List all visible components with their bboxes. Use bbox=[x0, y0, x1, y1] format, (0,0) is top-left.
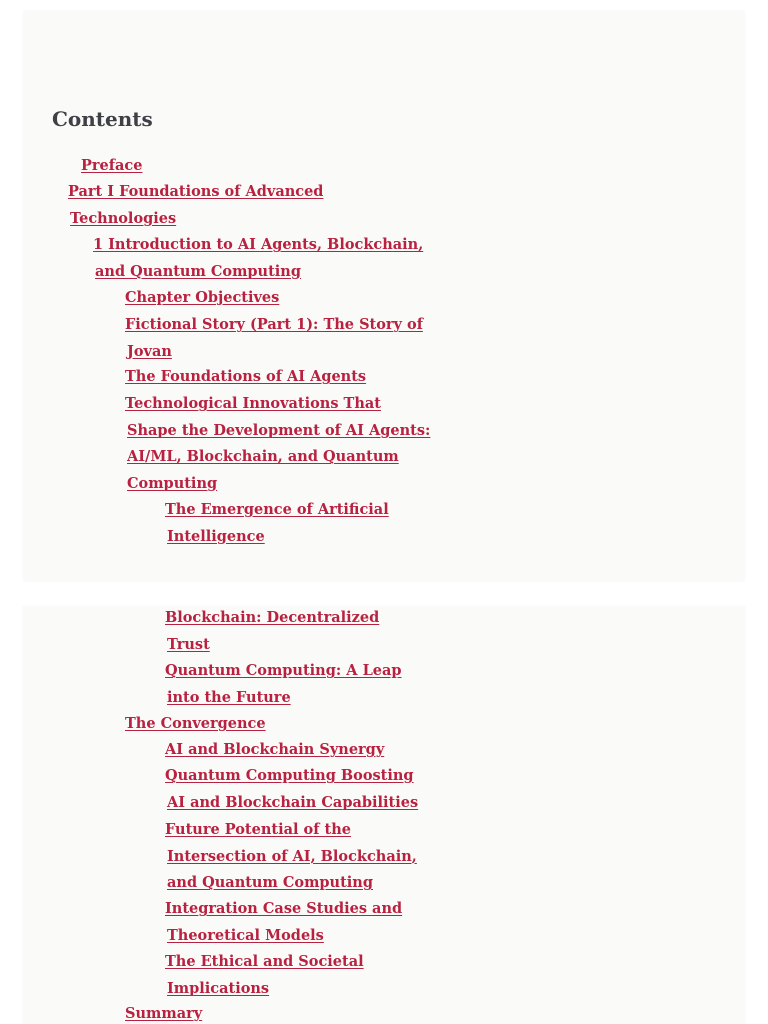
toc-link-line: Part I Foundations of Advanced bbox=[68, 183, 324, 200]
toc-link-ai-blockchain-synergy[interactable] bbox=[165, 737, 384, 764]
toc-link-line: Preface bbox=[81, 157, 143, 174]
toc-link-line: Intelligence bbox=[167, 527, 265, 545]
toc-link-preface[interactable] bbox=[81, 153, 142, 180]
toc-link-line: Theoretical Models bbox=[167, 926, 324, 944]
toc-link-line: Blockchain: Decentralized bbox=[165, 609, 380, 626]
toc-link-line: Summary bbox=[125, 1005, 203, 1022]
toc-link-foundations-ai-agents[interactable] bbox=[125, 364, 366, 391]
toc-link-ethical-implications[interactable] bbox=[165, 949, 364, 1002]
toc-link-technological-innovations[interactable] bbox=[125, 391, 430, 497]
toc-link-line: Chapter Objectives bbox=[125, 289, 280, 306]
toc-link-part-1[interactable] bbox=[68, 179, 323, 232]
toc-link-integration-case-studies[interactable] bbox=[165, 896, 402, 949]
toc-link-emergence-ai[interactable] bbox=[165, 497, 389, 550]
toc-link-line: The Emergence of Artificial bbox=[165, 501, 389, 518]
toc-link-line: and Quantum Computing bbox=[167, 874, 373, 891]
toc-link-fictional-story[interactable] bbox=[125, 312, 423, 365]
toc-link-line: Shape the Development of AI Agents: bbox=[127, 421, 431, 439]
toc-link-line: Technological Innovations That bbox=[125, 395, 381, 412]
toc-link-line: Intersection of AI, Blockchain, bbox=[167, 847, 417, 865]
toc-link-blockchain-trust[interactable] bbox=[165, 605, 379, 658]
toc-link-line: Technologies bbox=[70, 209, 177, 227]
toc-link-chapter-1[interactable] bbox=[93, 232, 423, 285]
toc-link-line: AI/ML, Blockchain, and Quantum bbox=[127, 448, 399, 465]
toc-link-quantum-leap[interactable] bbox=[165, 658, 402, 711]
toc-link-line: AI and Blockchain Synergy bbox=[165, 741, 385, 758]
contents-heading: Contents bbox=[52, 107, 153, 131]
toc-link-line: Integration Case Studies and bbox=[165, 900, 403, 917]
toc-link-chapter-objectives[interactable] bbox=[125, 285, 279, 312]
toc-link-line: Computing bbox=[127, 474, 218, 492]
toc-link-line: Quantum Computing Boosting bbox=[165, 767, 414, 784]
toc-link-future-potential[interactable] bbox=[165, 817, 417, 897]
toc-link-line: The Foundations of AI Agents bbox=[125, 368, 367, 385]
toc-link-line: AI and Blockchain Capabilities bbox=[167, 793, 419, 811]
toc-link-line: and Quantum Computing bbox=[95, 262, 301, 280]
toc-link-line: Implications bbox=[167, 979, 270, 997]
toc-link-line: The Convergence bbox=[125, 715, 266, 732]
toc-link-line: The Ethical and Societal bbox=[165, 953, 364, 970]
toc-link-line: Trust bbox=[167, 635, 210, 653]
toc-link-line: into the Future bbox=[167, 688, 291, 706]
toc-link-line: Fictional Story (Part 1): The Story of bbox=[125, 316, 423, 333]
toc-link-quantum-boosting[interactable] bbox=[165, 763, 418, 816]
toc-link-line: Jovan bbox=[127, 342, 172, 360]
toc-link-line: Future Potential of the bbox=[165, 821, 351, 838]
toc-link-convergence[interactable] bbox=[125, 711, 266, 738]
toc-link-line: Quantum Computing: A Leap bbox=[165, 662, 402, 679]
toc-link-summary[interactable] bbox=[125, 1002, 202, 1024]
toc-link-line: 1 Introduction to AI Agents, Blockchain, bbox=[93, 236, 424, 253]
